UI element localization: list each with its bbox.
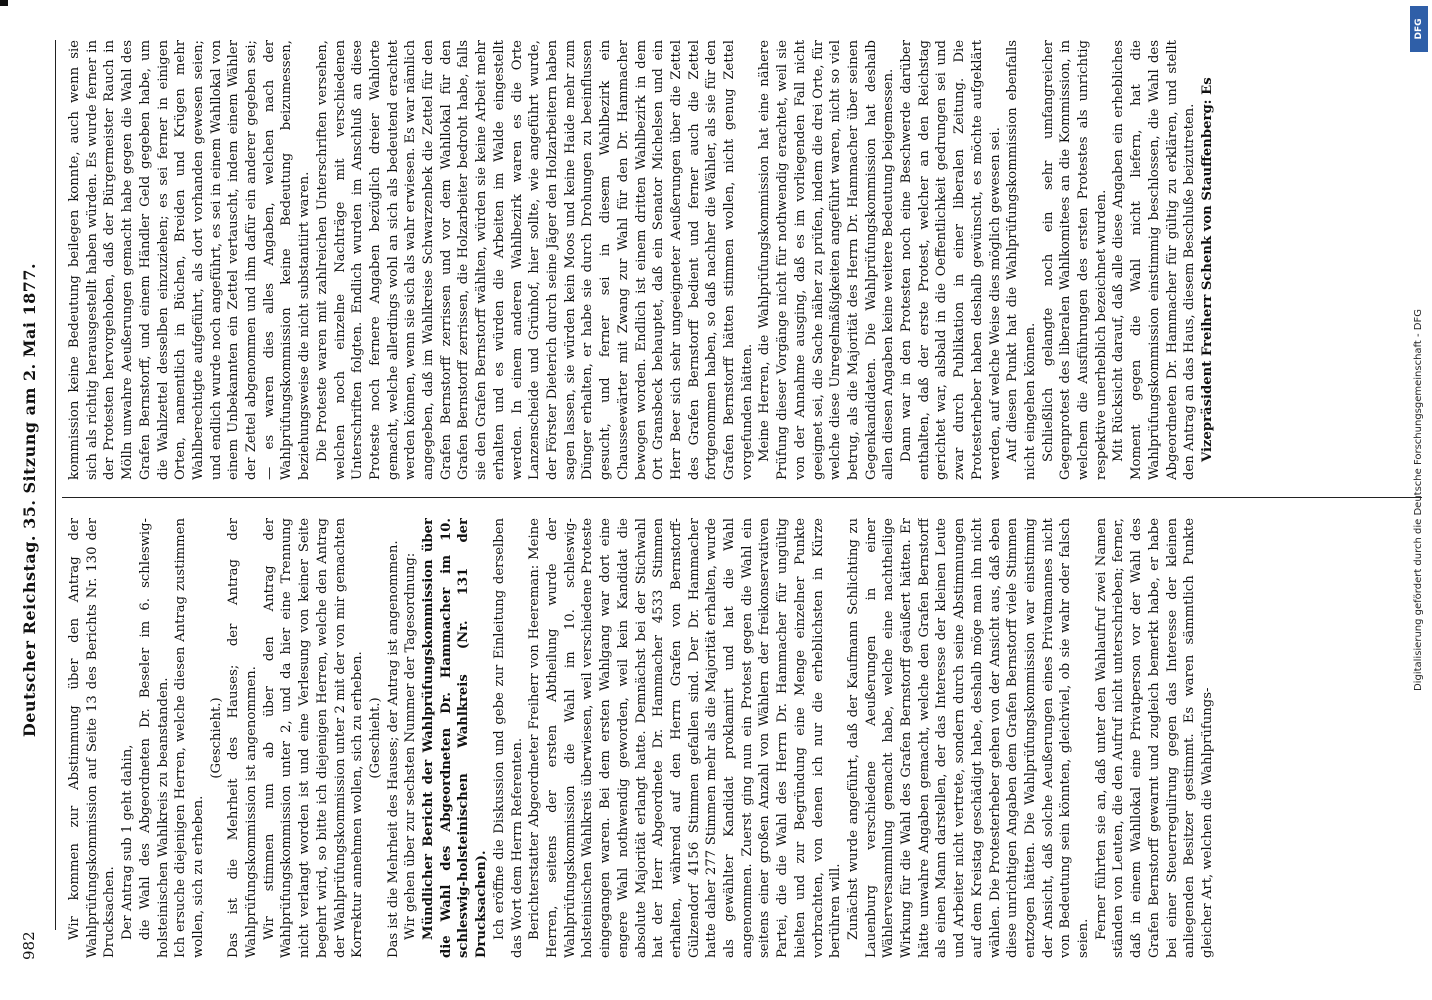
paragraph: Wir kommen zur Abstimmung über den Antrag der Wahlprüfungskommission auf Seite 13 des Berichts Nr. 130 der Drucksachen.	[67, 518, 118, 958]
paragraph: Wir gehen über zur sechsten Nummer der Tagesordnung:	[403, 552, 419, 940]
paragraph: Das ist die Mehrheit des Hauses; der Antrag ist angenommen.	[385, 540, 401, 958]
paragraph: Meine Herren, die Wahlprüfungskommission hat eine nähere Prüfung dieser Vorgänge nicht für nothwendig erachtet, weil sie von der Annahme ausging, daß es im vorliegenden Fall nicht geeignet sei, die Sache näher zu prüfen, indem die drei Orte, für welche diese Unregelmäßigkeiten angeführt waren, nicht so viel betrug, als die Majorität des Herrn Dr. Hammacher über seinen Gegenkandidaten. Die Wahlprüfungskommission hat deshalb allen diesen Angaben keine weitere Bedeutung beigemessen.	[757, 40, 897, 480]
page-number: 982	[20, 931, 38, 960]
header-rule	[55, 40, 56, 930]
paragraph: Der Antrag sub 1 geht dahin,	[120, 744, 136, 940]
paragraph: (Geschieht.)	[208, 697, 224, 779]
paragraph: die Wahl des Abgeordneten Dr. Beseler im 6. schleswig-holsteinischen Wahlkreis zu beanstanden.	[137, 518, 171, 958]
dfg-logo	[1410, 6, 1428, 52]
paragraph: Mit Rücksicht darauf, daß alle diese Angaben ein erhebliches Moment gegen die Wahl nicht liefern, hat die Wahlprüfungskommission einstimmig beschlossen, die Wahl des Abgeordneten Dr. Hammacher für gültig zu erklären, und stellt den Antrag an das Haus, diesem Beschluße beizutreten.	[1111, 40, 1198, 480]
paragraph: Schließlich gelangte noch ein sehr umfangreicher Gegenprotest des liberalen Wahlkomitees an die Kommission, in welchem die Ausführungen des ersten Protestes als unrichtig respektive unerheblich bezeichnet wurden.	[1040, 40, 1109, 480]
paragraph: Wir stimmen nun ab über den Antrag der Wahlprüfungskommission unter 2, und da hier eine Trennung nicht verlangt worden ist und eine Verlesung von keiner Seite begehrt wird, so bitte ich diejenigen Herren, welche den Antrag der Wahlprüfungskommission unter 2 mit der von mir gemachten Korrektur annehmen wollen, sich zu erheben.	[261, 518, 366, 958]
paragraph: Die Proteste waren mit zahlreichen Unterschriften versehen, welchen noch einzelne Nachträge mit verschiedenen Unterschriften folgten. Endlich wurden im Anschluß an diese Proteste noch fernere Angaben bezüglich dreier Wahlorte gemacht, welche allerdings wohl an sich als bedeutend erachtet werden können, wenn sie sich als wahr erwiesen. Es war nämlich angegeben, daß im Wahlkreise Schwarzenbek die Zettel für den Grafen Bernstorff zerrissen und vor dem Wahllokal für den Grafen Bernstorff zerrissen, die Holzarbeiter bedroht habe, falls sie den Grafen Bernstorff wählten, würden sie keine Arbeit mehr erhalten und es würden die Arbeiten im Walde eingestellt werden. In einem anderen Wahlbezirk waren es die Orte Lanzenscheide und Grünhof, hier sollte, wie angeführt wurde, der Förster Dieterich durch seine Jäger den Holzarbeitern haben sagen lassen, sie würden kein Moos und keine Haide mehr zum Dünger erhalten, er habe sie durch Drohungen zu beeinflussen gesucht, und ferner sei in diesem Wahlbezirk ein Chausseewärter mit Zwang zur Wahl für den Dr. Hammacher bewogen worden. Endlich ist einem dritten Wahlbezirk in dem Ort Gransbeck behauptet, daß ein Senator Michelsen und ein Herr Beer sich sehr ungeeigneter Aeußerungen über die Zettel des Grafen Bernstorff bedient und ferner auch die Zettel fortgenommen haben, so daß nachher die Wähler, als sie für den Grafen Bernstorff hätten stimmen wollen, nicht genug Zettel vorgefunden hätten.	[314, 40, 755, 480]
paragraph: kommission keine Bedeutung beilegen konnte, auch wenn sie sich als richtig herausgestellt haben würden. Es wurde ferner in der Protesten hervorgehoben, daß der Bürgermeister Rauch in Mölln unwahre Aeußerungen gemacht habe gegen die Wahl des Grafen Bernstorff, und einem Händler Geld gegeben habe, um die Wahlzettel desselben einzuziehen; es sei ferner in einigen Orten, namentlich in Büchen, Breiden und Krügen mehr Wahlberechtigte aufgeführt, als dort vorhanden gewesen seien; und endlich wurde noch angeführt, es sei in einem Wahllokal von einem Unbekannten ein Zettel vertauscht, indem einem Wähler der Zettel abgenommen und ihm dafür ein anderer gegeben sei; — es waren dies alles Angaben, welchen nach der Wahlprüfungskommission keine Bedeutung beizumessen, beziehungsweise die nicht substantiirt waren.	[67, 40, 313, 480]
credit-text: Digitalisierung gefördert durch die Deutsche Forschungsgemeinschaft - DFG	[1413, 309, 1424, 692]
paragraph: Auf diesen Punkt hat die Wahlprüfungskommission ebenfalls nicht eingehen können.	[1005, 40, 1038, 480]
paragraph: Das ist die Mehrheit des Hauses; der Antrag der Wahlprüfungskommission ist angenommen.	[226, 518, 260, 958]
credit-sidebar	[1405, 0, 1432, 1000]
column-divider	[62, 497, 1422, 498]
paragraph: Berichterstatter Abgeordneter Freiherr von Heereman: Meine Herren, seitens der ersten Abtheilung wurde der Wahlprüfungskommission die Wahl im 10. schleswig-holsteinischen Wahlkreis überwiesen, weil verschiedene Proteste eingegangen waren. Bei dem ersten Wahlgang war dort eine engere Wahl nothwendig geworden, weil kein Kandidat die absolute Majorität erlangt hatte. Demnächst bei der Stichwahl hat der Herr Abgeordnete Dr. Hammacher 4533 Stimmen erhalten, während auf den Herrn Grafen von Bernstorff-Gülzendorf 4156 Stimmen gefallen sind. Der Dr. Hammacher hatte daher 277 Stimmen mehr als die Majorität erhalten, wurde als gewählter Kandidat proklamirt und hat die Wahl angenommen. Zuerst ging nun ein Protest gegen die Wahl ein seitens einer großen Anzahl von Wählern der freikonservativen Partei, die die Wahl des Herrn Dr. Hammacher für ungültig hielten und zur Begründung eine Menge einzelner Punkte vorbrachten, von denen ich nur die erheblichsten in Kürze berühren will.	[527, 518, 844, 958]
running-title: Deutscher Reichstag. 35. Sitzung am 2. Mai 1877.	[20, 262, 39, 738]
page-header	[14, 40, 48, 960]
paragraph: Mündlicher Bericht der Wahlprüfungskommission über die Wahl des Abgeordneten Dr. Hammacher im 10. schleswig-holsteinischen Wahlkreis (Nr. 131 der Drucksachen).	[421, 518, 490, 958]
paragraph: Zunächst wurde angeführt, daß der Kaufmann Schlichting zu Lauenburg verschiedene Aeußerungen in einer Wählerversammlung gemacht habe, welche eine nachtheilige Wirkung für die Wahl des Grafen Bernstorff geäußert hätten. Er hätte unwahre Angaben gemacht, welche den Grafen Bernstorff als einen Mann darstellen, der das Interesse der kleinen Leute und Arbeiter nicht vertrete, sondern durch seine Abstimmungen auf dem Kreistag geschädigt habe, deshalb möge man ihn nicht wählen. Die Protesterheber gehen von der Ansicht aus, daß eben diese unrichtigen Angaben dem Grafen Bernstorff viele Stimmen entzogen hätten. Die Wahlprüfungskommission war einstimmig der Ansicht, daß solche Aeußerungen eines Privatmannes nicht von Bedeutung sein könnten, gleichviel, ob sie wahr oder falsch seien.	[845, 518, 1092, 958]
paragraph: Dann war in den Protesten noch eine Beschwerde darüber enthalten, daß der erste Protest, welcher an den Reichstag gerichtet war, alsbald in die Oeffentlichkeit gedrungen sei und zwar durch Publikation in einer liberalen Zeitung. Die Protesterheber haben deshalb gewünscht, es möchte aufgeklärt werden, auf welche Weise dies möglich gewesen sei.	[899, 40, 1003, 480]
left-column	[66, 518, 1406, 958]
dfg-logo-text: DFG	[1414, 18, 1424, 40]
right-column	[66, 40, 1406, 480]
paragraph: Ich eröffne die Diskussion und gebe zur Einleitung derselben das Wort dem Herrn Referenten.	[491, 518, 525, 958]
paragraph: (Geschieht.)	[367, 697, 383, 779]
paragraph: Vizepräsident Freiherr Schenk von Stauffenberg: Es	[1200, 77, 1215, 462]
paragraph: Ferner führten sie an, daß unter den Wahlaufruf zwei Namen ständen von Leuten, die den Aufruf nicht unterschrieben; ferner, daß in einem Wahllokal eine Privatperson vor der Wahl des Grafen Bernstorff gewarnt und zugleich bemerkt habe, er habe bei einer Steuerregulirung gegen das Interesse der kleinen anliegenden Besitzer gestimmt. Es waren sämmtlich Punkte gleicher Art, welchen die Wahlprüfungs-	[1093, 518, 1215, 958]
paragraph: Ich ersuche diejenigen Herren, welche diesen Antrag zustimmen wollen, sich zu erheben.	[173, 518, 206, 958]
